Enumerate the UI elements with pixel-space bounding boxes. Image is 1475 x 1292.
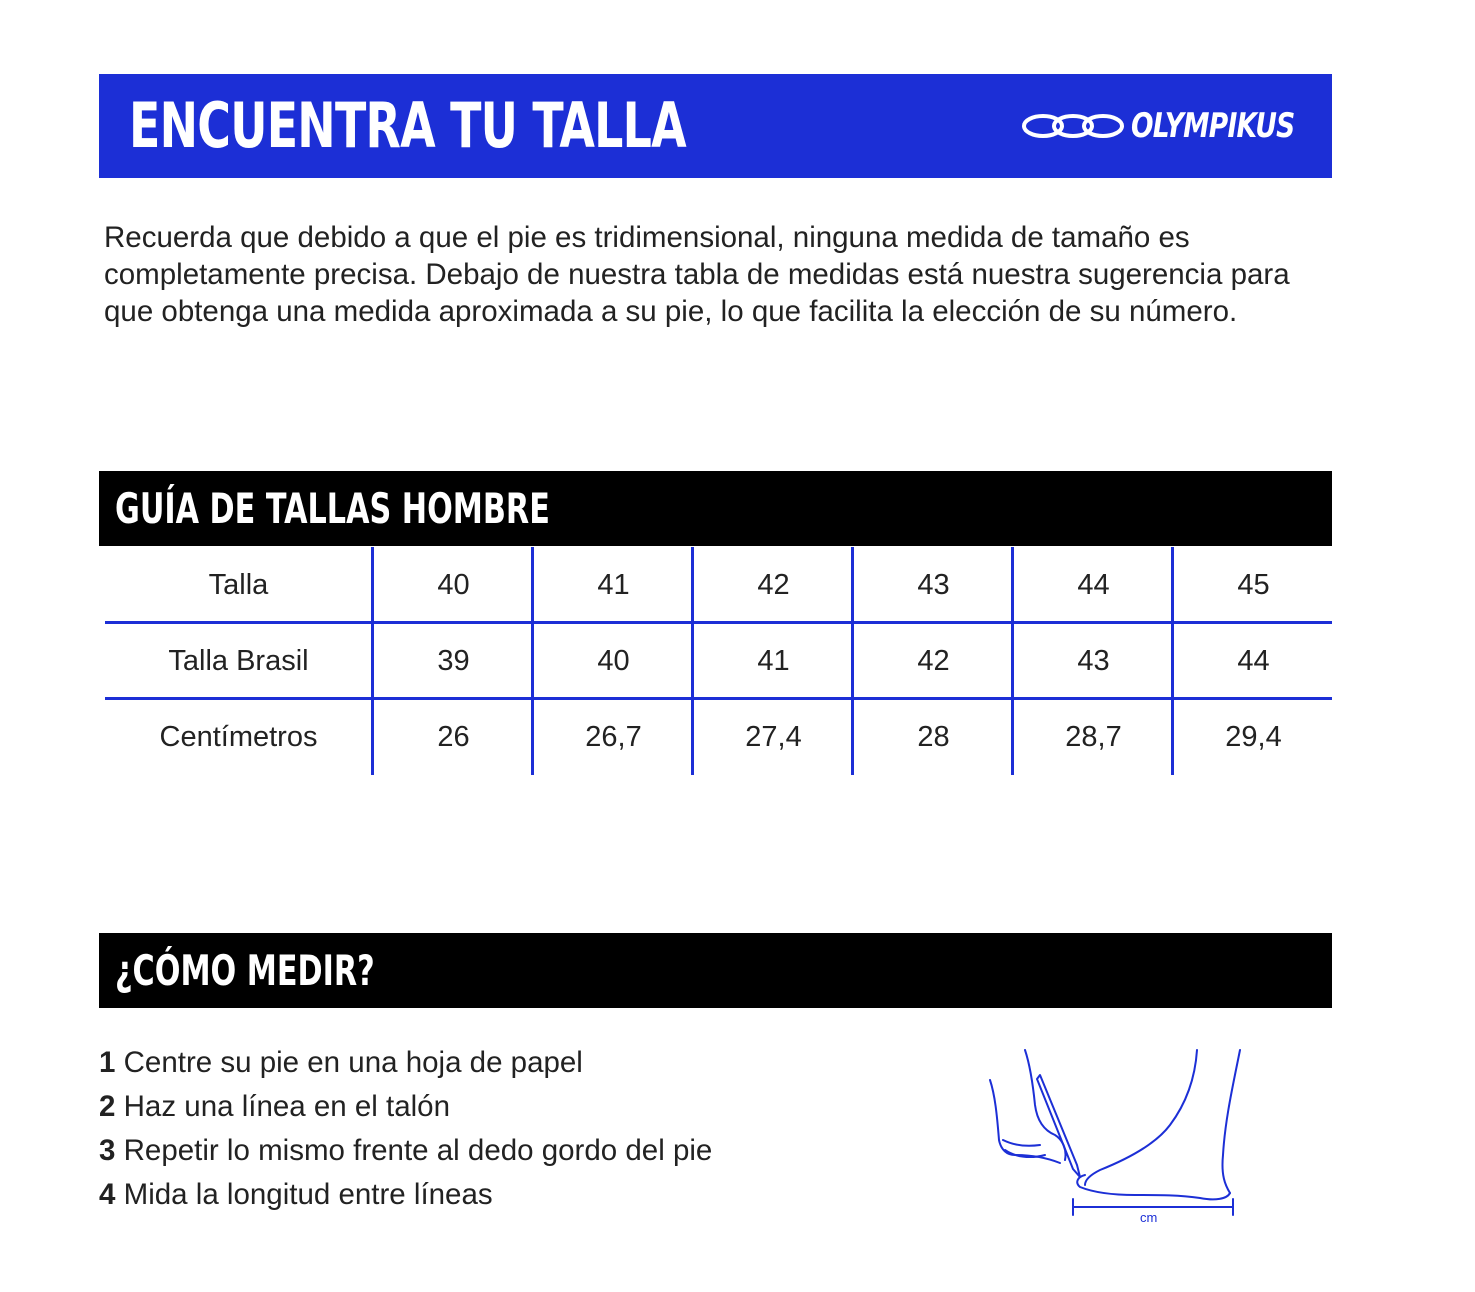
column-divider (851, 547, 854, 775)
table-cell: 45 (1237, 568, 1270, 601)
table-cell: 29,4 (1225, 720, 1282, 753)
column-divider (691, 547, 694, 775)
table-cell: 42 (917, 644, 950, 677)
size-guide-title: GUÍA DE TALLAS HOMBRE (115, 484, 550, 533)
table-cell: 40 (437, 568, 470, 601)
cm-label: cm (1140, 1210, 1158, 1225)
rings-logo-icon (1021, 108, 1125, 144)
column-divider (531, 547, 534, 775)
column-divider (1171, 547, 1174, 775)
table-cell: 28,7 (1065, 720, 1122, 753)
list-item: 1 Centre su pie en una hoja de papel (99, 1046, 583, 1079)
table-cell: 41 (597, 568, 630, 601)
header-banner (99, 74, 1332, 178)
table-row (105, 547, 1332, 623)
table-row (105, 623, 1332, 699)
intro-paragraph: Recuerda que debido a que el pie es tridimensional, ninguna medida de tamaño es completamente precisa. Debajo de nuestra tabla de medidas está nuestra sugerencia para que obtenga una medida aproximada a su pie, lo que facilita la elección de su número. (104, 221, 1290, 328)
table-cell: 27,4 (745, 720, 802, 753)
list-item: 3 Repetir lo mismo frente al dedo gordo del pie (99, 1134, 713, 1167)
table-cell: 39 (437, 644, 470, 677)
list-item: 4 Mida la longitud entre líneas (99, 1178, 493, 1211)
row-divider (105, 697, 1332, 700)
table-row (105, 699, 1332, 775)
row-divider (105, 621, 1332, 624)
table-cell: 44 (1077, 568, 1110, 601)
table-cell: 43 (917, 568, 950, 601)
brand-logo (1021, 106, 1306, 146)
measure-steps (99, 1041, 712, 1217)
table-cell: 26,7 (585, 720, 642, 753)
brand-name: OLYMPIKUS (1131, 106, 1295, 146)
row-label: Talla Brasil (168, 644, 309, 677)
row-label: Centímetros (159, 720, 318, 753)
page-title: ENCUENTRA TU TALLA (129, 89, 686, 162)
column-divider (1011, 547, 1014, 775)
size-guide-header (99, 471, 1332, 546)
foot-measure-icon (985, 1045, 1245, 1230)
size-table (105, 547, 1332, 775)
table-cell: 44 (1237, 644, 1270, 677)
table-cell: 40 (597, 644, 630, 677)
column-divider (371, 547, 374, 775)
table-cell: 28 (917, 720, 950, 753)
table-cell: 41 (757, 644, 790, 677)
table-cell: 43 (1077, 644, 1110, 677)
row-label: Talla (208, 568, 269, 601)
table-cell: 42 (757, 568, 790, 601)
how-to-measure-header (99, 933, 1332, 1008)
list-item: 2 Haz una línea en el talón (99, 1090, 450, 1123)
how-to-measure-title: ¿CÓMO MEDIR? (115, 946, 375, 995)
table-cell: 26 (437, 720, 470, 753)
